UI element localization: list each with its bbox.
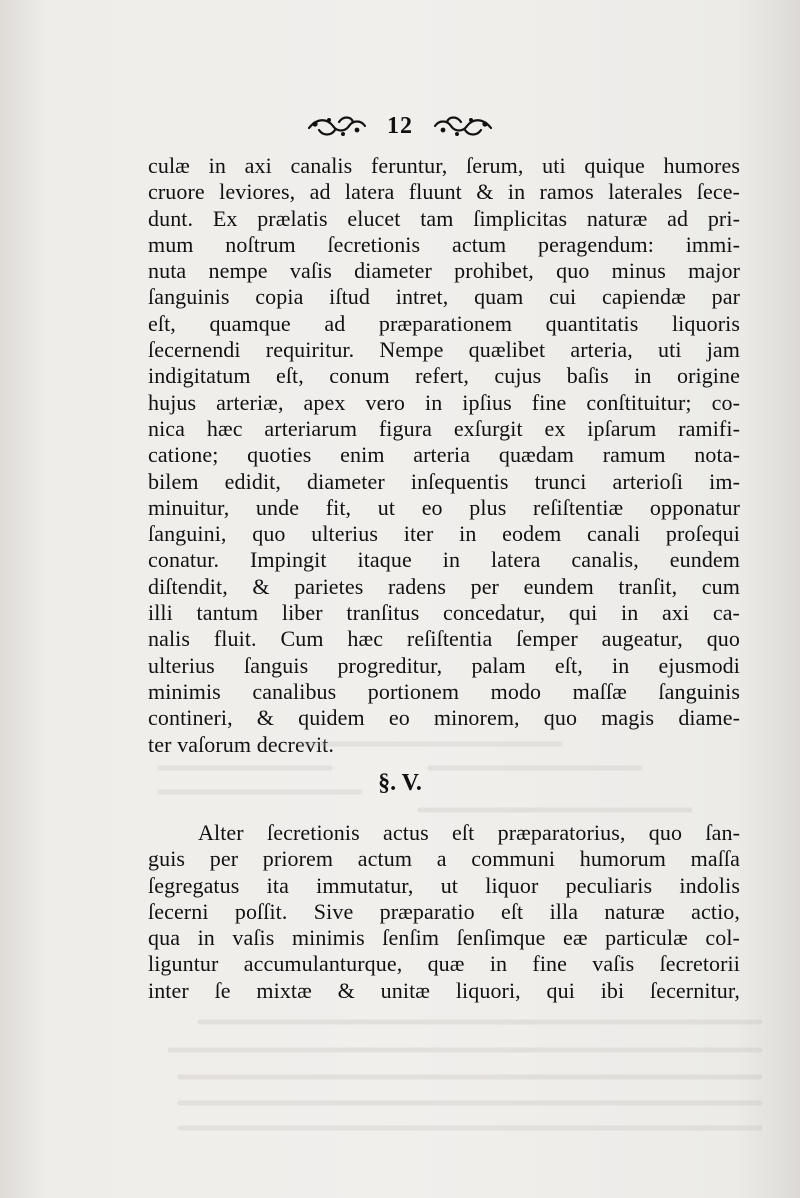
text-line: minimis canalibus portionem modo maſſæ ſanguinis	[148, 678, 740, 704]
text-line: guis per priorem actum a communi humorum maſſa	[148, 846, 740, 872]
text-line: ſecerni poſſit. Sive præparatio eſt illa naturæ actio,	[148, 898, 740, 924]
text-line: dunt. Ex prælatis elucet tam ſimplicitas naturæ ad pri-	[148, 205, 740, 231]
page-number: 12	[387, 112, 413, 139]
text-line: Alter ſecretionis actus eſt præparatorius, quo ſan-	[198, 820, 740, 845]
text-line: nica hæc arteriarum figura exſurgit ex ipſarum ramifi-	[148, 415, 740, 441]
text-line: mum noſtrum ſecretionis actum peragendum: immi-	[148, 231, 740, 257]
text-line: indigitatum eſt, conum refert, cujus baſis in origine	[148, 363, 740, 389]
text-line: qua in vaſis minimis ſenſim ſenſimque eæ particulæ col-	[148, 925, 740, 951]
text-line: ter vaſorum decrevit.	[148, 731, 334, 757]
text-line: hujus arteriæ, apex vero in ipſius fine conſtituitur; co-	[148, 389, 740, 415]
left-fleuron-ornament-icon	[305, 112, 369, 140]
text-line: ſanguinis copia iſtud intret, quam cui capiendæ par	[148, 284, 740, 310]
text-line: minuitur, unde fit, ut eo plus reſiſtentiæ opponatur	[148, 494, 740, 520]
page-header	[0, 108, 800, 144]
text-line: inter ſe mixtæ & unitæ liquori, qui ibi ſecernitur,	[148, 977, 740, 1003]
paragraph-section-v	[148, 820, 740, 1004]
right-fleuron-ornament-icon	[431, 112, 495, 140]
text-line: liguntur accumulanturque, quæ in fine vaſis ſecretorii	[148, 951, 740, 977]
text-line: ſecernendi requiritur. Nempe quælibet arteria, uti jam	[148, 337, 740, 363]
text-line: catione; quoties enim arteria quædam ramum nota-	[148, 442, 740, 468]
paragraph-continuation	[148, 153, 740, 758]
text-line: nuta nempe vaſis diameter prohibet, quo minus major	[148, 258, 740, 284]
text-line: culæ in axi canalis feruntur, ſerum, uti quique humores	[148, 153, 740, 178]
text-line: diſtendit, & parietes radens per eundem tranſit, cum	[148, 573, 740, 599]
text-line: nalis fluit. Cum hæc reſiſtentia ſemper augeatur, quo	[148, 626, 740, 652]
section-heading: §. V.	[378, 770, 422, 796]
text-line: contineri, & quidem eo minorem, quo magis diame-	[148, 705, 740, 731]
text-line: eſt, quamque ad præparationem quantitatis liquoris	[148, 310, 740, 336]
text-line: ulterius ſanguis progreditur, palam eſt, in ejusmodi	[148, 652, 740, 678]
text-line: cruore leviores, ad latera fluunt & in ramos laterales ſece-	[148, 179, 740, 205]
text-line: bilem edidit, diameter inſequentis trunci arterioſi im-	[148, 468, 740, 494]
text-line: ſanguini, quo ulterius iter in eodem canali proſequi	[148, 521, 740, 547]
text-line: illi tantum liber tranſitus concedatur, qui in axi ca-	[148, 600, 740, 626]
text-line: ſegregatus ita immutatur, ut liquor peculiaris indolis	[148, 872, 740, 898]
text-line: conatur. Impingit itaque in latera canalis, eundem	[148, 547, 740, 573]
